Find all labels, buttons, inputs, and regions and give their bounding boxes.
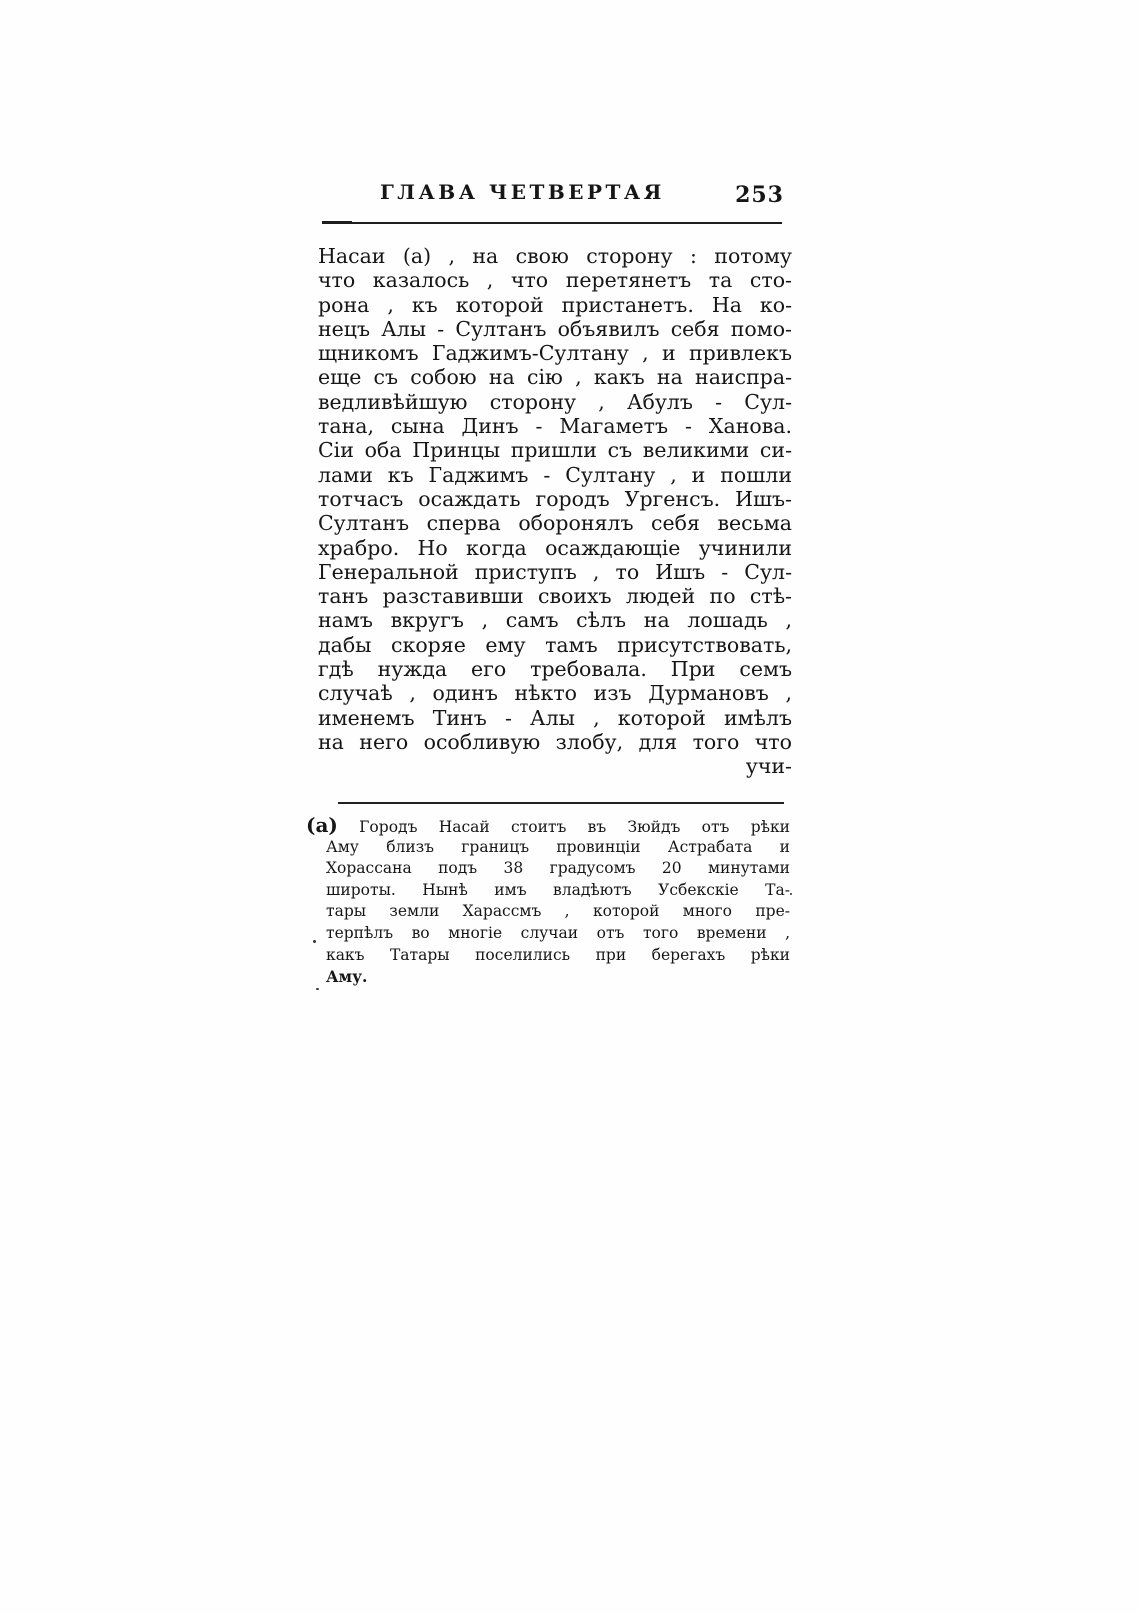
catchword: учи- [745, 754, 792, 779]
body-text [318, 244, 792, 779]
footnote-line: Аму близъ границъ провинціи Астрабата и [326, 837, 790, 856]
ink-speck [790, 893, 792, 895]
footnote [306, 815, 790, 988]
body-line: именемъ Тинъ - Алы , которой имѣлъ [318, 705, 792, 730]
body-line: Сіи оба Принцы пришли съ великими си- [318, 438, 792, 463]
footnote-line: терпѣлъ во многіе случаи отъ того времени , [326, 923, 790, 942]
body-line: еще съ собою на сію , какъ на наиспра- [318, 365, 792, 390]
body-line: Генеральной приступъ , то Ишъ - Сул- [318, 559, 792, 584]
footnote-line [306, 815, 790, 837]
body-line: намъ вкругъ , самъ сѣлъ на лошадь , [318, 608, 792, 633]
body-line: на него особливую злобу, для того что [318, 729, 792, 754]
body-line: Насаи (а) , на свою сторону : потому [318, 244, 792, 268]
body-line: случаѣ , одинъ нѣкто изъ Дурмановъ , [318, 681, 792, 706]
page-header [322, 176, 784, 216]
header-rule [322, 222, 782, 224]
footnote-rule [338, 802, 784, 804]
body-line: танъ разставивши своихъ людей по стѣ- [318, 584, 792, 609]
ink-speck [313, 940, 316, 943]
footnote-marker: (а) [306, 813, 338, 837]
footnote-line: широты. Нынѣ имъ владѣютъ Усбекскіе Та- [326, 880, 790, 899]
body-line: Султанъ сперва оборонялъ себя весьма [318, 511, 792, 536]
body-line: что казалось , что перетянетъ та сто- [318, 268, 792, 293]
body-line: рона , къ которой пристанетъ. На ко- [318, 292, 792, 317]
footnote-line: какъ Татары поселились при берегахъ рѣки [326, 945, 790, 964]
footnote-line: Аму. [326, 967, 368, 987]
footnote-line: Хорассана подъ 38 градусомъ 20 минутами [326, 859, 790, 878]
body-line: гдѣ нужда его требовала. При семъ [318, 657, 792, 682]
body-line: дабы скоряе ему тамъ присутствовать, [318, 632, 792, 657]
page-number: 253 [735, 182, 784, 208]
body-line: ведливѣйшую сторону , Абулъ - Сул- [318, 389, 792, 414]
body-line: тана, сына Динъ - Магаметъ - Ханова. [318, 414, 792, 439]
ink-speck [316, 988, 319, 990]
body-line: тотчасъ осаждать городъ Ургенсъ. Ишъ- [318, 486, 792, 511]
footnote-line-text: Городъ Насай стоитъ въ Зюйдъ отъ рѣки [359, 818, 790, 836]
body-line: храбро. Но когда осаждающіе учинили [318, 535, 792, 560]
body-line: нецъ Алы - Султанъ объявилъ себя помо- [318, 316, 792, 341]
body-line: щникомъ Гаджимъ-Султану , и привлекъ [318, 341, 792, 366]
footnote-line: тары земли Харассмъ , которой много пре- [326, 902, 790, 921]
running-title: ГЛАВА ЧЕТВЕРТАЯ [380, 180, 665, 204]
body-line: лами къ Гаджимъ - Султану , и пошли [318, 462, 792, 487]
